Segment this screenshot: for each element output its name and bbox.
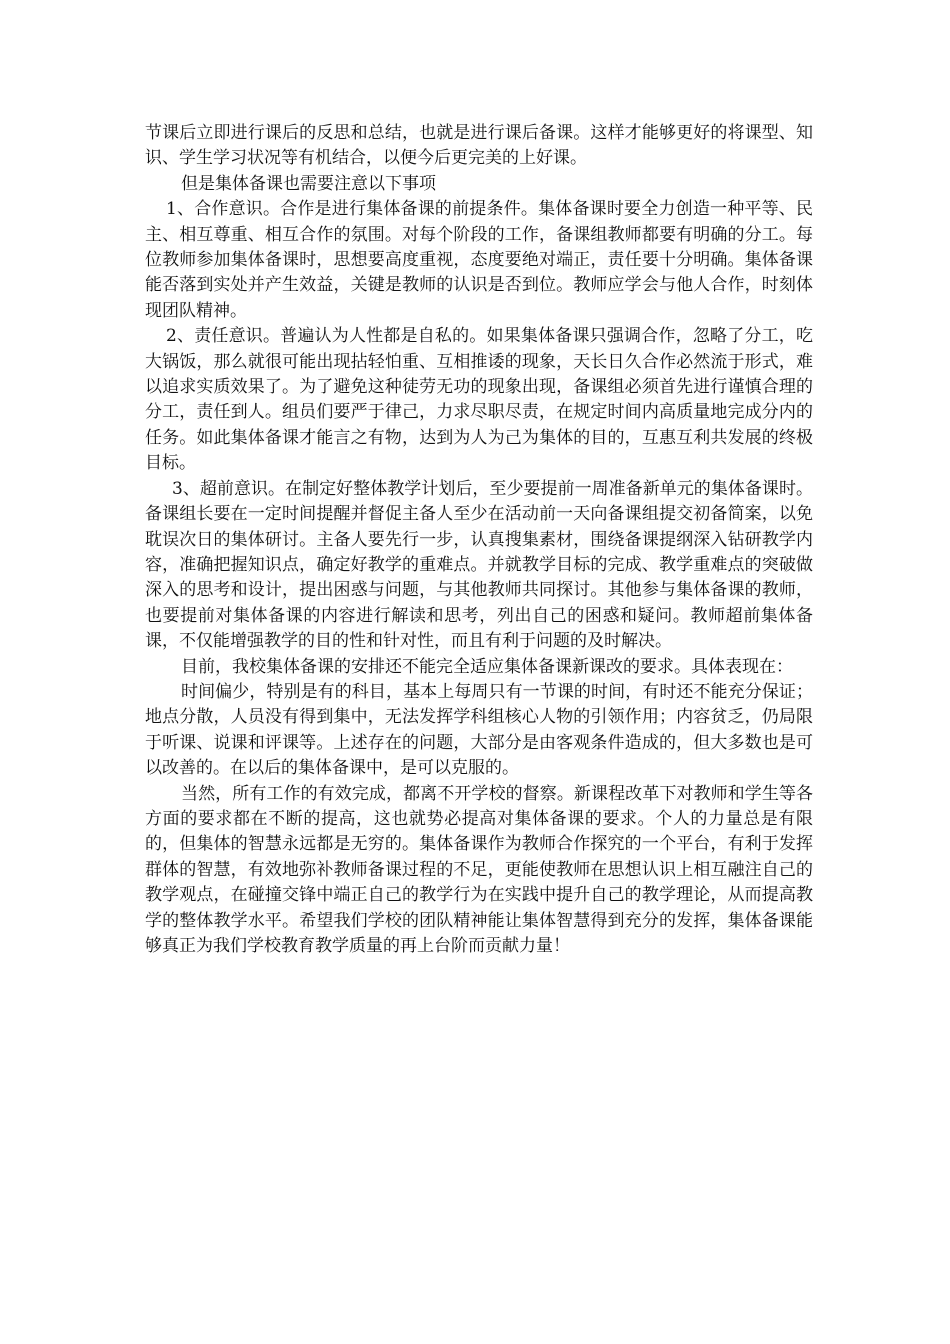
paragraph-notes-intro: 但是集体备课也需要注意以下事项 (181, 173, 436, 194)
paragraph-cooperation: 1、合作意识。合作是进行集体备课的前提条件。集体备课时要全力创造一种平等、民主、相互尊重、相互合作的氛围。对每个阶段的工作，备课组教师都要有明确的分工。每位教师参加集体备课时，思想要高度重视，态度要绝对端正，责任要十分明确。集体备课能否落到实处并产生效益，关键是教师的认识是否到位。教师应学会与他人合作，时刻体现团队精神。 (145, 199, 813, 321)
paragraph-conclusion: 当然，所有工作的有效完成，都离不开学校的督察。新课程改革下对教师和学生等各方面的要求都在不断的提高，这也就势必提高对集体备课的要求。个人的力量总是有限的，但集体的智慧永远都是无穷的。集体备课作为教师合作探究的一个平台，有利于发挥群体的智慧，有效地弥补教师备课过程的不足，更能使教师在思想认识上相互融注自己的教学观点，在碰撞交锋中端正自己的教学行为在实践中提升自己的教学理论，从而提高教学的整体教学水平。希望我们学校的团队精神能让集体智慧得到充分的发挥，集体备课能够真正为我们学校教育教学质量的再上台阶而贡献力量！ (145, 783, 813, 956)
paragraph-continuation: 节课后立即进行课后的反思和总结，也就是进行课后备课。这样才能够更好的将课型、知识、学生学习状况等有机结合，以便今后更完美的上好课。 (145, 123, 813, 169)
document-body (145, 121, 813, 959)
paragraph-advance: 3、超前意识。在制定好整体教学计划后，至少要提前一周准备新单元的集体备课时。备课组长要在一定时间提醒并督促主备人至少在活动前一天向备课组提交初备简案，以免耽误次日的集体研讨。主备人要先行一步，认真搜集素材，围绕备课提纲深入钻研教学内容，准确把握知识点，确定好教学的重难点。并就教学目标的完成、教学重难点的突破做深入的思考和设计，提出困惑与问题，与其他教师共同探讨。其他参与集体备课的教师，也要提前对集体备课的内容进行解读和思考，列出自己的困惑和疑问。教师超前集体备课，不仅能增强教学的目的性和针对性，而且有利于问题的及时解决。 (145, 478, 813, 652)
paragraph-current-status: 目前，我校集体备课的安排还不能完全适应集体备课新课改的要求。具体表现在： (181, 656, 793, 677)
paragraph-problems: 时间偏少，特别是有的科目，基本上每周只有一节课的时间，有时还不能充分保证；地点分散，人员没有得到集中，无法发挥学科组核心人物的引领作用；内容贫乏，仍局限于听课、说课和评课等。上述存在的问题，大部分是由客观条件造成的，但大多数也是可以改善的。在以后的集体备课中，是可以克服的。 (145, 681, 813, 779)
paragraph-responsibility: 2、责任意识。普遍认为人性都是自私的。如果集体备课只强调合作，忽略了分工，吃大锅饭，那么就很可能出现拈轻怕重、互相推诿的现象，天长日久合作必然流于形式，难以追求实质效果了。为了避免这种徒劳无功的现象出现，备课组必须首先进行谨慎合理的分工，责任到人。组员们要严于律己，力求尽职尽责，在规定时间内高质量地完成分内的任务。如此集体备课才能言之有物，达到为人为己为集体的目的，互惠互利共发展的终极目标。 (145, 326, 813, 474)
